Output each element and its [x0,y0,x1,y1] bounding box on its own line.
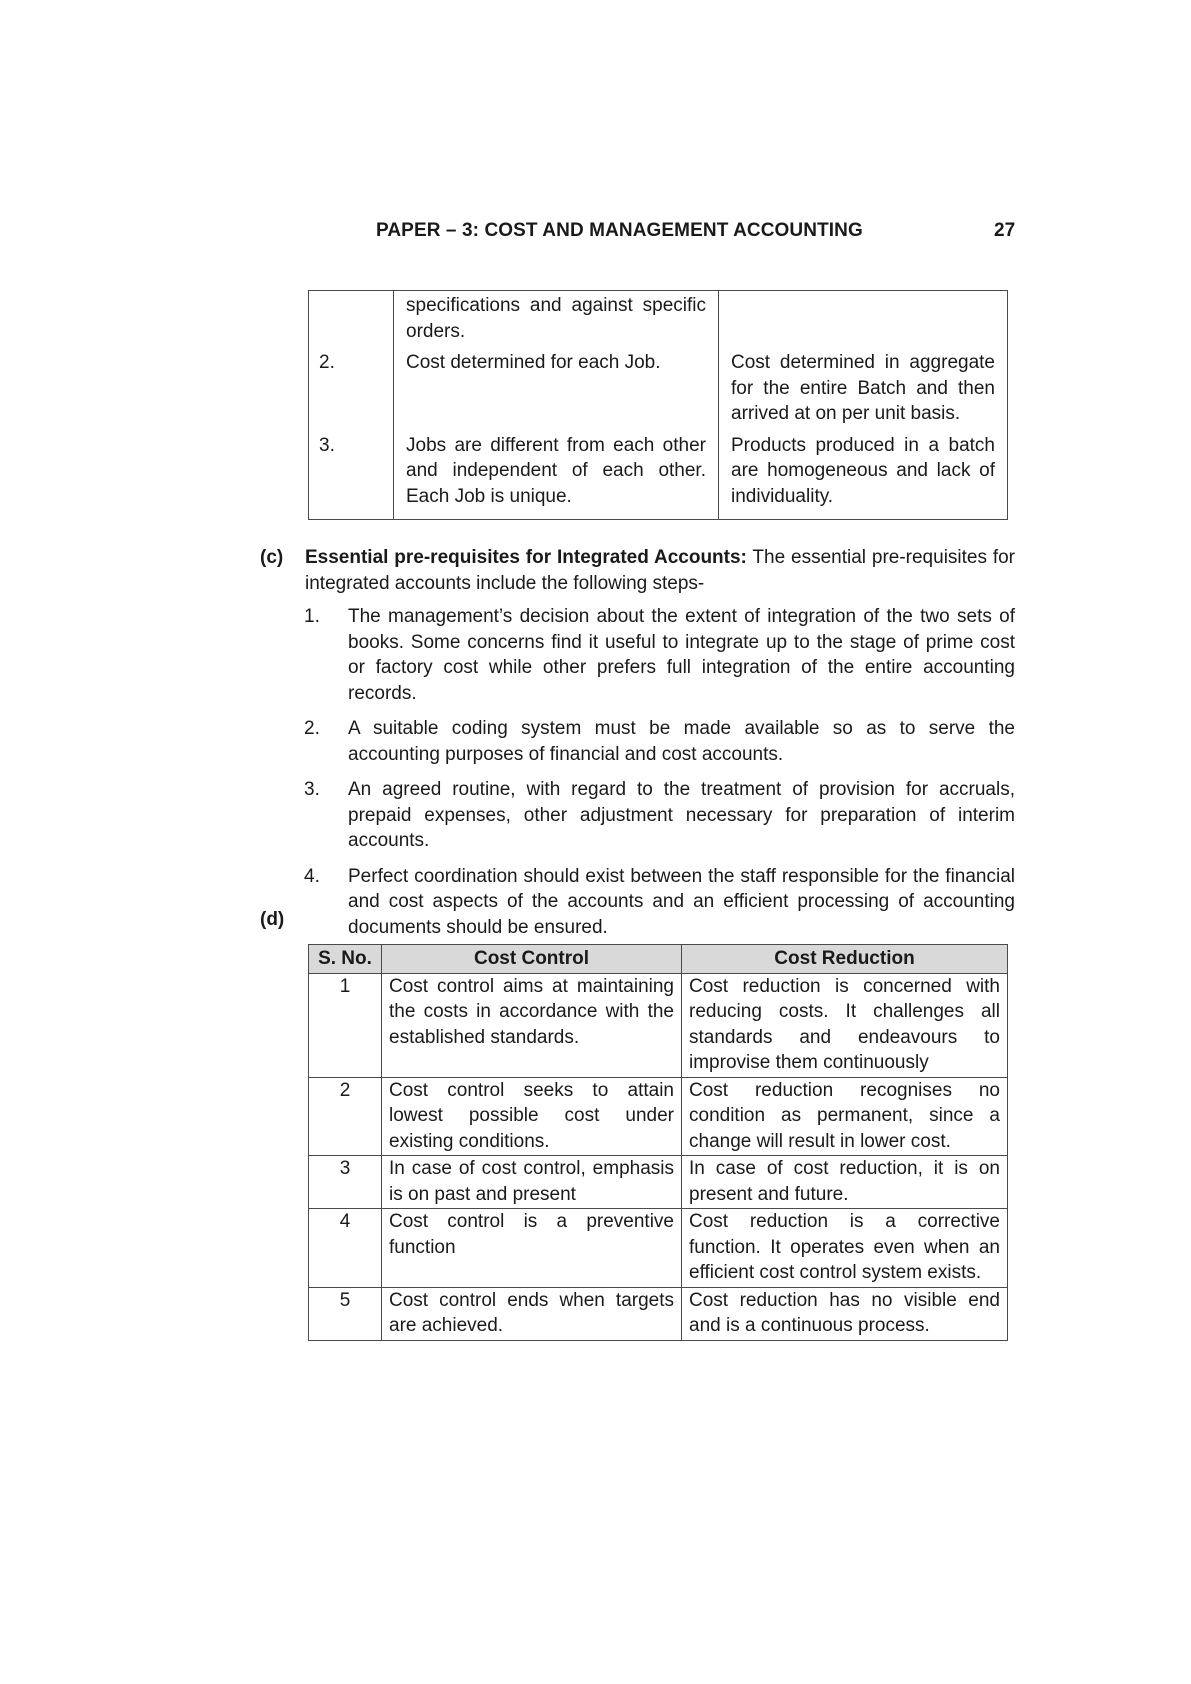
section-c [260,545,1015,950]
cost-reduction-cell: Cost reduction recognises no condition as permanent, since a change will result in lower cost. [682,1077,1008,1156]
section-d-label: (d) [260,909,285,930]
column-header-cost-control: Cost Control [382,945,682,974]
sno-cell: 2 [309,1077,382,1156]
list-text: A suitable coding system must be made available so as to serve the accounting purposes of financial and cost accounts. [348,718,1015,765]
table-row [309,1287,1008,1340]
section-intro [305,545,1015,596]
list-number: 3. [304,779,320,800]
row-number: 3. [309,433,394,520]
table-row [309,973,1008,1077]
cost-reduction-cell: Cost reduction is concerned with reducing costs. It challenges all standards and endeavours to improvise them continuously [682,973,1008,1077]
cost-control-cell: Cost control aims at maintaining the costs in accordance with the established standards. [382,973,682,1077]
table-row [309,1156,1008,1209]
table-row [309,1077,1008,1156]
list-item [260,777,1015,854]
cost-reduction-cell: Cost reduction is a corrective function. It operates even when an efficient cost control system exists. [682,1209,1008,1288]
page-header-title: PAPER – 3: COST AND MANAGEMENT ACCOUNTING [376,220,863,241]
cost-reduction-cell: In case of cost reduction, it is on present and future. [682,1156,1008,1209]
row-number: 2. [309,350,394,433]
cost-control-vs-reduction-table [308,944,1008,1341]
list-text: Perfect coordination should exist between the staff responsible for the financial and cost aspects of the accounts and an efficient processing of accounting documents should be ensured. [348,865,1015,938]
list-text: An agreed routine, with regard to the treatment of provision for accruals, prepaid expenses, other adjustment necessary for preparation of interim accounts. [348,779,1015,851]
sno-cell: 3 [309,1156,382,1209]
job-costing-cell: specifications and against specific orders. [394,291,719,351]
table-header-row [309,945,1008,974]
list-item [260,716,1015,767]
prerequisite-list [260,604,1015,940]
list-text: The management’s decision about the extent of integration of the two sets of books. Some concerns find it useful to integrate up to the stage of prime cost or factory cost while other prefers full integration of the entire accounting records. [348,606,1015,704]
section-intro-text: The essential pre-requisites for integrated accounts include the following steps- [305,547,1016,594]
section-label: (c) [260,547,284,568]
cost-control-cell: Cost control ends when targets are achieved. [382,1287,682,1340]
row-number [309,291,394,351]
list-number: 2. [304,718,320,739]
table-row [309,433,1008,520]
batch-costing-cell: Products produced in a batch are homogeneous and lack of individuality. [719,433,1008,520]
batch-costing-cell [719,291,1008,351]
job-costing-cell: Jobs are different from each other and independent of each other. Each Job is unique. [394,433,719,520]
cost-control-cell: Cost control seeks to attain lowest possible cost under existing conditions. [382,1077,682,1156]
job-vs-batch-table [308,290,1008,520]
column-header-cost-reduction: Cost Reduction [682,945,1008,974]
table-row [309,1209,1008,1288]
table-row [309,291,1008,351]
cost-reduction-cell: Cost reduction has no visible end and is a continuous process. [682,1287,1008,1340]
sno-cell: 5 [309,1287,382,1340]
list-number: 1. [304,606,320,627]
page-number: 27 [994,220,1016,241]
job-costing-cell: Cost determined for each Job. [394,350,719,433]
batch-costing-cell: Cost determined in aggregate for the entire Batch and then arrived at on per unit basis. [719,350,1008,433]
list-item [260,604,1015,706]
table-row [309,350,1008,433]
section-heading: Essential pre-requisites for Integrated Accounts: [305,547,747,568]
column-header-sno: S. No. [309,945,382,974]
list-item [260,864,1015,941]
cost-control-cell: Cost control is a preventive function [382,1209,682,1288]
sno-cell: 4 [309,1209,382,1288]
cost-control-cell: In case of cost control, emphasis is on past and present [382,1156,682,1209]
sno-cell: 1 [309,973,382,1077]
list-number: 4. [304,865,320,887]
